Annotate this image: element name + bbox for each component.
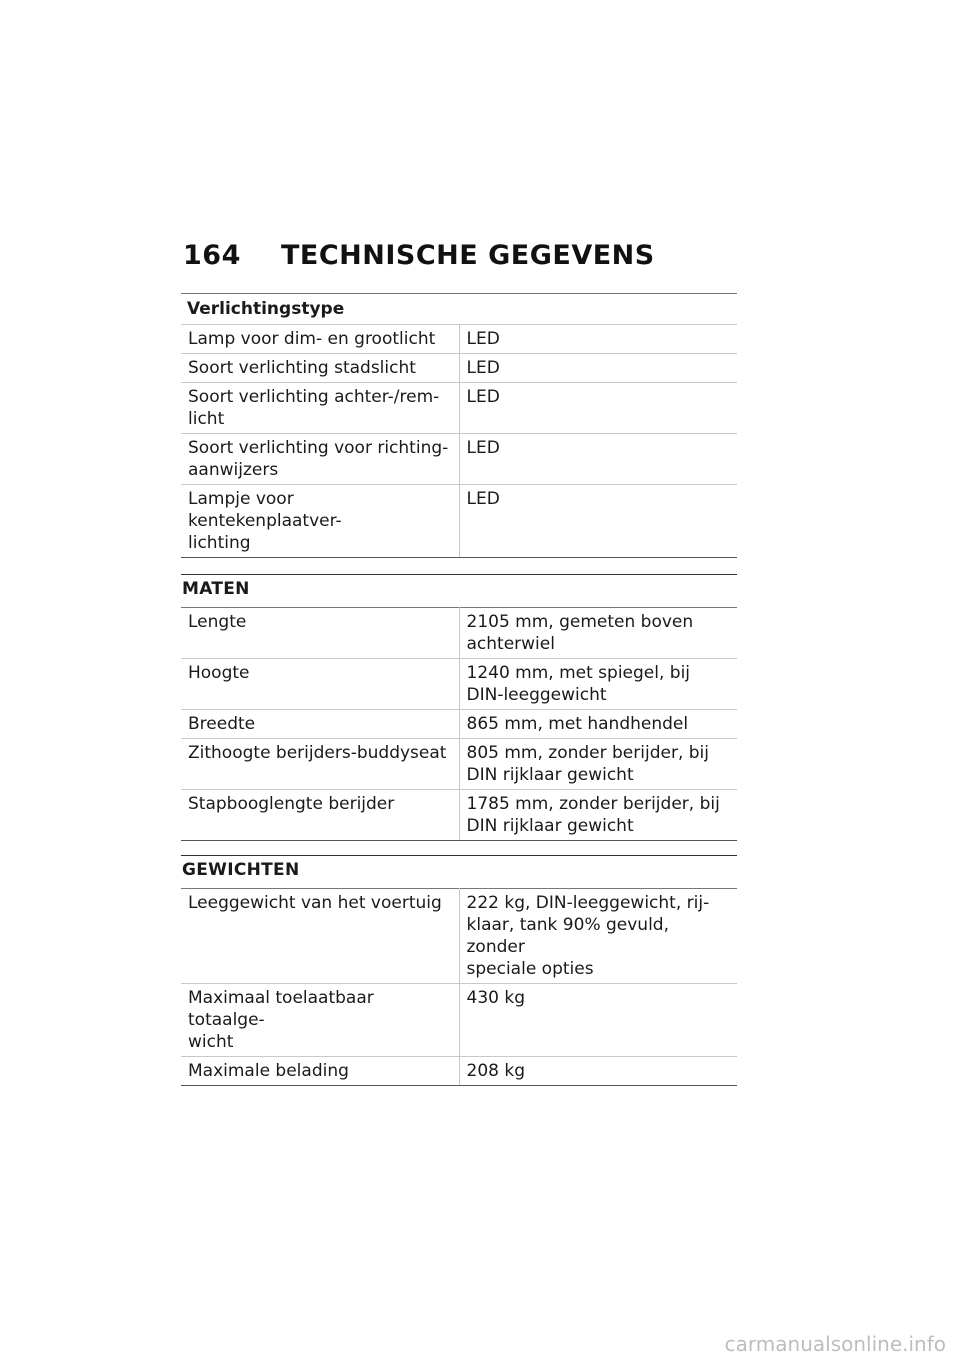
lighting-row [181,325,737,354]
lighting-row [181,485,737,558]
spec-value: LED [459,325,737,354]
lighting-row [181,354,737,383]
spec-value: 1785 mm, zonder berijder, bij DIN rijklaar gewicht [459,790,737,841]
spec-label: Stapbooglengte berijder [181,790,459,841]
page-number: 164 [183,240,241,271]
dimensions-title: MATEN [181,574,737,607]
spec-label: Soort verlichting achter-/rem- licht [181,383,459,434]
dimensions-row [181,608,737,659]
spec-value: 222 kg, DIN-leeggewicht, rij- klaar, tank 90% gevuld, zonder speciale opties [459,889,737,984]
dimensions-row [181,739,737,790]
spec-label: Soort verlichting stadslicht [181,354,459,383]
spec-label: Soort verlichting voor richting- aanwijzers [181,434,459,485]
page-title: TECHNISCHE GEGEVENS [281,240,655,271]
spec-value: LED [459,485,737,558]
spec-label: Zithoogte berijders-buddyseat [181,739,459,790]
spec-value: 1240 mm, met spiegel, bij DIN-leeggewicht [459,659,737,710]
spec-content [181,293,737,1086]
spec-value: LED [459,434,737,485]
dimensions-row [181,790,737,841]
watermark: carmanualsonline.info [724,1332,946,1356]
spec-value: LED [459,354,737,383]
weights-row [181,889,737,984]
weights-title: GEWICHTEN [181,855,737,888]
dimensions-table [181,607,737,841]
spec-label: Hoogte [181,659,459,710]
spec-label: Lampje voor kentekenplaatver- lichting [181,485,459,558]
spec-value: 2105 mm, gemeten boven achterwiel [459,608,737,659]
spec-value: 805 mm, zonder berijder, bij DIN rijklaar gewicht [459,739,737,790]
lighting-row [181,434,737,485]
weights-row [181,984,737,1057]
spec-value: 430 kg [459,984,737,1057]
lighting-table [181,293,737,558]
spec-value: LED [459,383,737,434]
spec-label: Maximale belading [181,1057,459,1086]
spec-label: Lengte [181,608,459,659]
weights-table [181,888,737,1086]
spec-label: Lamp voor dim- en grootlicht [181,325,459,354]
dimensions-row [181,710,737,739]
spec-value: 865 mm, met handhendel [459,710,737,739]
lighting-subheading: Verlichtingstype [181,294,737,325]
spec-value: 208 kg [459,1057,737,1086]
spec-label: Breedte [181,710,459,739]
spec-label: Maximaal toelaatbaar totaalge- wicht [181,984,459,1057]
page-header [183,240,655,271]
lighting-row [181,383,737,434]
spec-label: Leeggewicht van het voertuig [181,889,459,984]
dimensions-row [181,659,737,710]
weights-row [181,1057,737,1086]
